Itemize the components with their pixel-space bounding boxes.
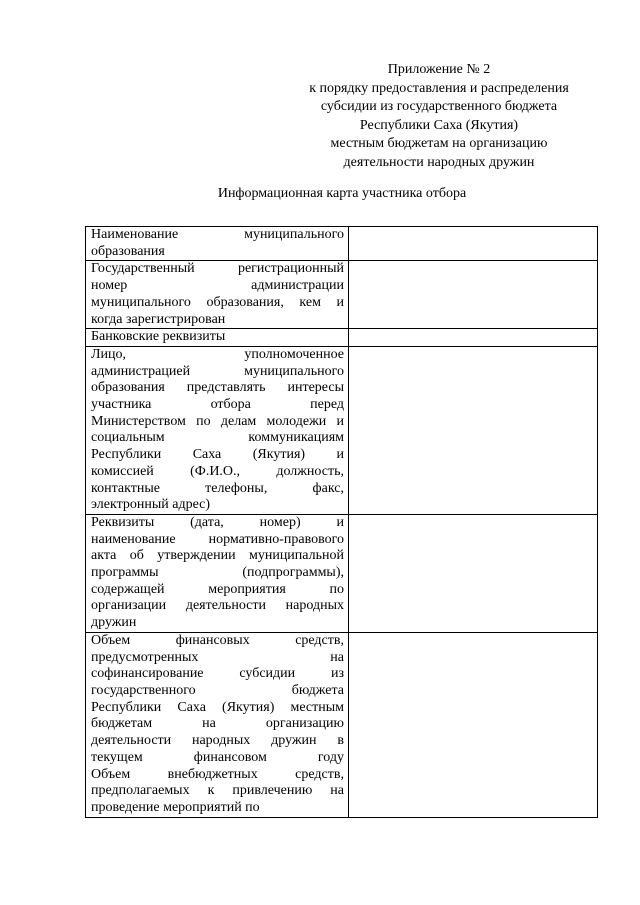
row-label-cell	[86, 632, 349, 817]
row-label-line: участника отбора перед	[91, 397, 344, 413]
row-label-line: Объем внебюджетных средств,	[91, 766, 344, 782]
row-label-line: образования	[91, 243, 165, 259]
row-label-line: Республики Саха (Якутия) местным	[91, 699, 344, 715]
row-label-line: комиссией (Ф.И.О., должность,	[91, 463, 344, 479]
row-label-cell	[86, 329, 349, 347]
row-label-cell	[86, 227, 349, 261]
appendix-line: Республики Саха (Якутия)	[359, 117, 519, 133]
row-label-line: Реквизиты (дата, номер) и	[91, 514, 344, 530]
appendix-line: к порядку предоставления и распределения	[309, 80, 569, 96]
row-value-cell[interactable]	[349, 346, 598, 514]
row-label-line: предполагаемых к привлечению на	[91, 783, 344, 799]
row-label-line: государственного бюджета	[91, 682, 344, 698]
row-label-line: Лицо, уполномоченное	[91, 346, 344, 362]
appendix-line: местным бюджетам на организацию	[330, 136, 548, 151]
appendix-line: деятельности народных дружин	[343, 154, 535, 170]
row-label-line: деятельности народных дружин в	[91, 733, 344, 749]
row-label-line: Наименование муниципального	[91, 227, 344, 242]
row-label-line: программы (подпрограммы),	[91, 565, 344, 581]
row-label-line: социальным коммуникациям	[91, 430, 344, 446]
row-label-line: дружин	[91, 615, 137, 631]
table-row	[86, 227, 598, 261]
table-row	[86, 261, 598, 329]
table-row	[86, 632, 598, 817]
row-value-cell[interactable]	[349, 227, 598, 261]
row-label-line: образования представлять интересы	[91, 380, 344, 396]
appendix-heading	[280, 61, 598, 172]
row-label-line: Государственный регистрационный	[91, 261, 344, 277]
table-row	[86, 514, 598, 632]
row-label-line: Министерством по делам молодежи и	[91, 413, 344, 429]
row-label-line: проведение мероприятий по	[91, 799, 260, 815]
row-value-cell[interactable]	[349, 514, 598, 632]
row-label-line: организации деятельности народных	[91, 598, 344, 614]
info-card-table	[85, 226, 598, 818]
row-label-line: электронный адрес)	[91, 497, 211, 513]
row-label-line: содержащей мероприятия по	[91, 581, 344, 597]
row-value-cell[interactable]	[349, 632, 598, 817]
row-label-line: Объем финансовых средств,	[91, 632, 344, 648]
appendix-line: субсидии из государственного бюджета	[320, 99, 558, 114]
row-label-line: номер администрации	[91, 278, 344, 294]
row-label-line: акта об утверждении муниципальной	[91, 548, 344, 564]
row-label-line: администрацией муниципального	[91, 363, 344, 379]
row-label-line: наименование нормативно-правового	[91, 531, 344, 547]
appendix-line: Приложение № 2	[387, 62, 491, 77]
row-label-line: Республики Саха (Якутия) и	[91, 447, 344, 463]
row-label-line: контактные телефоны, факс,	[91, 480, 344, 496]
row-label-line: муниципального образования, кем и	[91, 294, 344, 310]
row-label-line: предусмотренных на	[91, 649, 344, 665]
row-label-line: бюджетам на организацию	[91, 716, 344, 732]
document-title: Информационная карта участника отбора	[217, 186, 467, 201]
table-row	[86, 346, 598, 514]
row-label-line: Банковские реквизиты	[91, 329, 226, 345]
row-label-cell	[86, 514, 349, 632]
row-label-line: софинансирование субсидии из	[91, 666, 344, 682]
row-value-cell[interactable]	[349, 261, 598, 329]
row-label-line: когда зарегистрирован	[91, 311, 226, 327]
row-label-line: текущем финансовом году	[91, 749, 344, 765]
row-value-cell[interactable]	[349, 329, 598, 347]
table-row	[86, 329, 598, 347]
row-label-cell	[86, 346, 349, 514]
row-label-cell	[86, 261, 349, 329]
